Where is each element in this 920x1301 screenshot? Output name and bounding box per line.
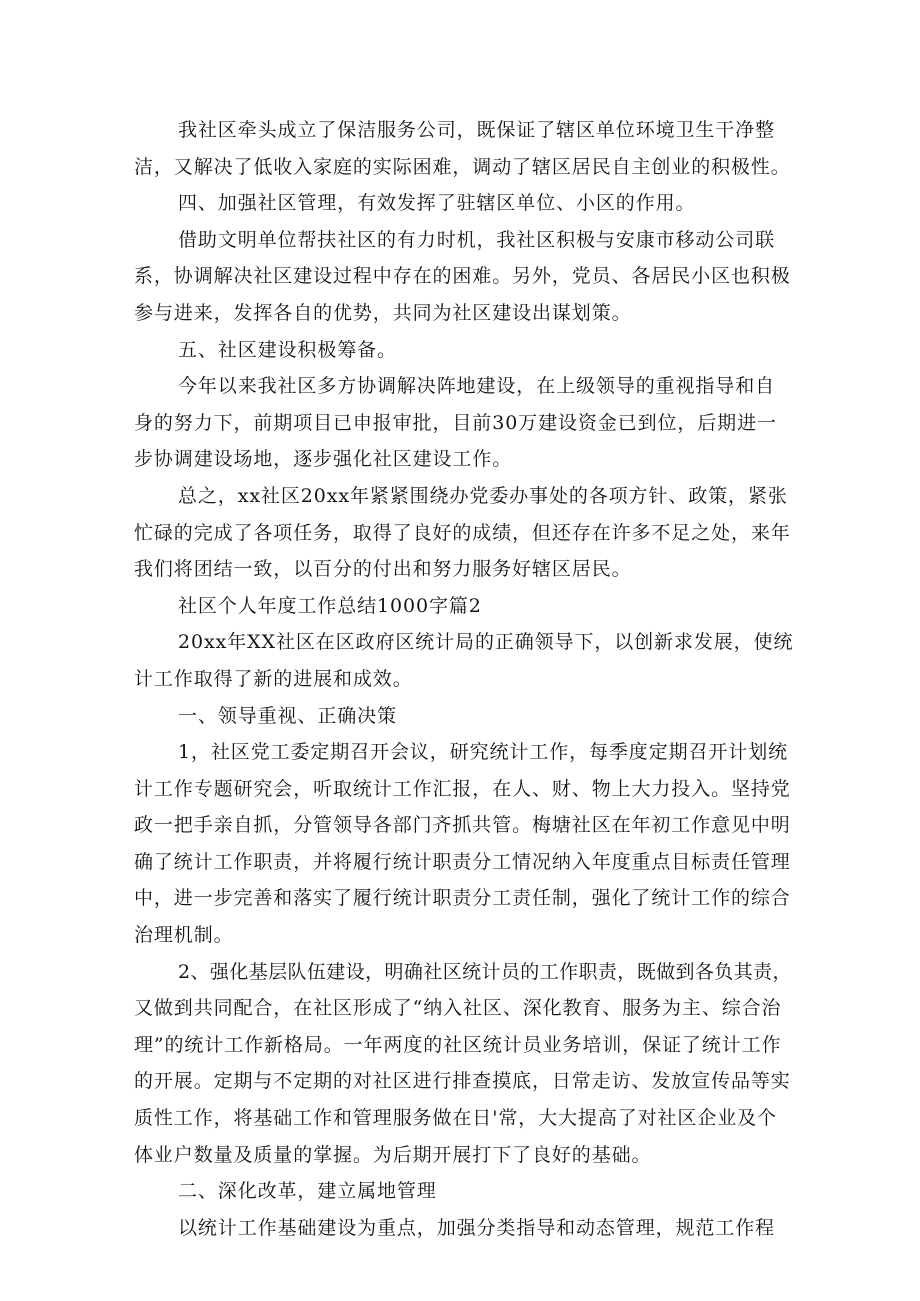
text-line: 政一把手亲自抓，分管领导各部门齐抓共管。梅塘社区在年初工作意见中明 [134,814,791,837]
text-line: 质性工作，将基础工作和管理服务做在日'常，大大提高了对社区企业及个 [134,1107,777,1130]
text-line: 计工作取得了新的进展和成效。 [134,667,413,690]
text-line: 今年以来我社区多方协调解决阵地建设，在上级领导的重视指导和自 [178,375,776,398]
text-line: 一、领导重视、正确决策 [178,704,397,727]
text-line: 体业户数量及质量的掌握。为后期开展打下了良好的基础。 [134,1143,652,1166]
text-line: 1，社区党工委定期召开会议，研究统计工作，每季度定期召开计划统 [178,741,788,764]
text-line: 我社区牵头成立了保洁服务公司，既保证了辖区单位环境卫生干净整 [178,119,776,141]
text-line: 20xx年XX社区在区政府区统计局的正确领导下，以创新求发展，使统 [178,631,794,654]
text-line: 中，进一步完善和落实了履行统计职责分工责任制，强化了统计工作的综合 [134,887,791,910]
text-line: 借助文明单位帮扶社区的有力时机，我社区积极与安康市移动公司联 [178,228,776,251]
text-line: 以统计工作基础建设为重点，加强分类指导和动态管理，规范工作程 [178,1216,776,1239]
text-line: 治理机制。 [134,924,234,947]
text-line: 计工作专题研究会，听取统计工作汇报，在人、财、物上大力投入。坚持党 [134,777,791,800]
text-line: 忙碌的完成了各项任务，取得了良好的成绩，但还存在许多不足之处，来年 [134,521,791,544]
text-line: 我们将团结一致，以百分的付出和努力服务好辖区居民。 [134,558,632,581]
text-line: 又做到共同配合，在社区形成了“纳入社区、深化教育、服务为主、综合治 [134,997,782,1020]
text-line: 步协调建设场地，逐步强化社区建设工作。 [134,448,513,471]
text-line: 身的努力下，前期项目已申报审批，目前30万建设资金已到位，后期进一 [134,411,777,434]
text-line: 确了统计工作职责，并将履行统计职责分工情况纳入年度重点目标责任管理 [134,850,791,873]
text-line: 五、社区建设积极筹备。 [178,338,397,361]
text-line: 二、深化改革，建立属地管理 [178,1180,437,1203]
text-line: 2、强化基层队伍建设，明确社区统计员的工作职责，既做到各负其责， [178,960,792,983]
text-line: 洁，又解决了低收入家庭的实际困难，调动了辖区居民自主创业的积极性。 [134,155,791,178]
text-line: 总之，xx社区20xx年紧紧围绕办党委办事处的各项方针、政策，紧张 [178,484,788,507]
text-line: 四、加强社区管理，有效发挥了驻辖区单位、小区的作用。 [178,192,696,215]
text-line: 社区个人年度工作总结1000字篇2 [178,594,482,617]
text-line: 系，协调解决社区建设过程中存在的困难。另外，党员、各居民小区也积极 [134,265,791,288]
text-line: 理”的统计工作新格局。一年两度的社区统计员业务培训，保证了统计工作 [134,1033,782,1056]
document-body [134,112,794,1246]
text-line: 参与进来，发挥各自的优势，共同为社区建设出谋划策。 [134,301,632,324]
text-line: 的开展。定期与不定期的对社区进行排查摸底，日常走访、发放宣传品等实 [134,1070,791,1093]
